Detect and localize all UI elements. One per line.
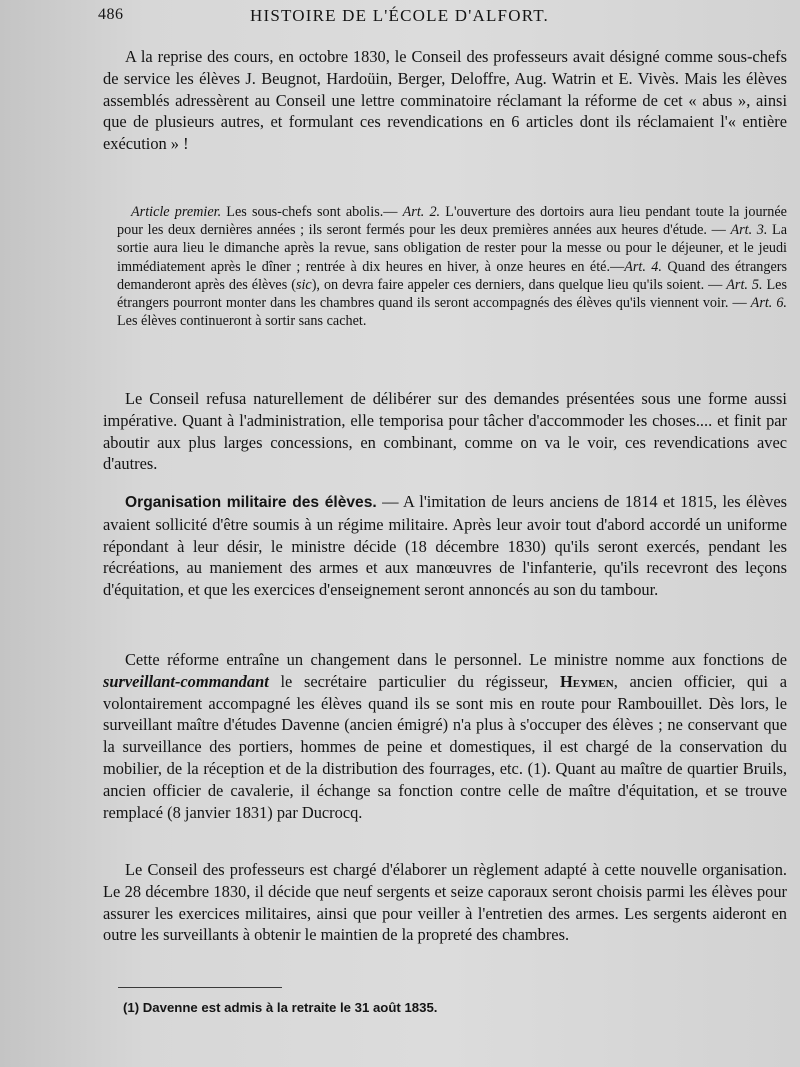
paragraph-3-text: — A l'imitation de leurs anciens de 1814 et 1815, les élèves avaient sollicité d'être soumis à un régime militaire. Après leur avoir tout d'abord accordé un uniforme répondant à leur désir, le ministre décide (18 décembre 1830) qu'ils seront exercés, pendant les récréations, au maniement des armes et aux manœuvres de l'infanterie, qu'ils recevront des leçons d'équitation, et que les exercices d'enseignement seront annoncés au son du tambour. bbox=[103, 492, 787, 600]
article-1-text: Les sous-chefs sont abolis.— bbox=[221, 204, 403, 220]
article-4-text-2: ), on devra faire appeler ces derniers, dans quelque lieu qu'ils soient. — bbox=[311, 276, 727, 293]
sic-note: sic bbox=[295, 276, 312, 293]
articles-list bbox=[117, 203, 787, 330]
footnote: (1) Davenne est admis à la retraite le 31 août 1835. bbox=[123, 1000, 438, 1015]
article-2-text: L'ouverture des dortoirs aura lieu pendant toute la journée pour les deux dernières années ; ils seront fermés pour les deux premières années aux heures d'étude. — bbox=[117, 204, 787, 239]
paragraph-4-text-3: , ancien officier, qui a volontairement accompagné les élèves quand ils se sont mis en route pour Rambouillet. Dès lors, le surveillant maître d'études Davenne (ancien émigré) n'a plus à s'occuper des élèves ; ne conservant que la surveillance des portiers, hommes de peine et domestiques, il est chargé de la conservation du mobilier, de la réception et de la distribution des fourrages, etc. (1). Quant au maître de quartier Bruils, ancien officier de cavalerie, il échange sa fonction contre celle de maître d'équitation, et se trouve remplacé (8 janvier 1831) par Ducrocq. bbox=[103, 671, 787, 822]
paragraph-4-text-1: Cette réforme entraîne un changement dans le personnel. Le ministre nomme aux fonctions de bbox=[125, 650, 787, 669]
article-3-text: La sortie aura lieu le dimanche après la revue, sans obligation de rester pour la messe ou pour le déjeuner, et le jeudi immédiatement après le dîner ; rentrée à dix heures en hiver, à onze heures en été.— bbox=[117, 222, 787, 275]
paragraph-organisation-militaire bbox=[103, 491, 787, 601]
paragraph-reforme-personnel bbox=[103, 649, 787, 823]
page-number: 486 bbox=[98, 6, 124, 23]
page-header bbox=[98, 6, 798, 32]
article-5-label: Art. 5. bbox=[726, 276, 763, 293]
article-3-label: Art. 3. bbox=[730, 222, 768, 239]
article-1-label: Article premier. bbox=[131, 204, 222, 220]
paragraph-4-block bbox=[103, 649, 787, 823]
paragraph-5-block bbox=[103, 859, 787, 946]
article-2-label: Art. 2. bbox=[402, 204, 441, 220]
article-5-text: Les étrangers pourront monter dans les chambres quand ils seront accompagnés des élèves qu'ils viennent voir. — bbox=[117, 276, 787, 312]
paragraph-2-block bbox=[103, 388, 787, 475]
paragraph-4-text-2: le secrétaire particulier du régisseur, bbox=[268, 671, 560, 691]
footnote-divider bbox=[118, 987, 282, 988]
paragraph-reprise-des-cours: A la reprise des cours, en octobre 1830, le Conseil des professeurs avait désigné comme sous-chefs de service les élèves J. Beugnot, Hardoüin, Berger, Deloffre, Aug. Watrin et E. Vivès. Mais les élèves assemblés adressèrent au Conseil une lettre comminatoire réclamant la réforme de cet « abus », ainsi que de plusieurs autres, et formulant ces revendications en 6 articles dont ils réclamaient l'« entière exécution » ! bbox=[103, 47, 787, 154]
paragraph-1-block bbox=[103, 46, 787, 155]
role-surveillant-commandant: surveillant-commandant bbox=[103, 671, 269, 691]
name-heymen: Heymen bbox=[559, 671, 614, 691]
articles-block bbox=[117, 203, 787, 330]
article-4-label: Art. 4. bbox=[624, 258, 662, 275]
section-title: Organisation militaire des élèves. bbox=[125, 494, 377, 511]
paragraph-conseil-refusa: Le Conseil refusa naturellement de délibérer sur des demandes présentées sous une forme aussi impérative. Quant à l'administration, elle temporisa pour tâcher d'accommoder les choses.... et finit par aboutir aux plus larges concessions, en combinant, comme on va le voir, ces revendications avec d'autres. bbox=[103, 389, 787, 474]
article-6-label: Art. 6. bbox=[750, 295, 787, 312]
paragraph-reglement: Le Conseil des professeurs est chargé d'élaborer un règlement adapté à cette nouvelle organisation. Le 28 décembre 1830, il décide que neuf sergents et seize caporaux seront choisis parmi les élèves pour assurer les exercices militaires, ainsi que pour veiller à l'entretien des armes. Les sergents aideront en outre les surveillants à obtenir le maintien de la propreté des chambres. bbox=[103, 860, 787, 945]
article-4-text: Quand des étrangers demanderont après des élèves ( bbox=[117, 258, 787, 293]
article-6-text: Les élèves continueront à sortir sans cachet. bbox=[117, 313, 367, 330]
paragraph-3-block bbox=[103, 491, 787, 601]
running-title: HISTOIRE DE L'ÉCOLE D'ALFORT. bbox=[250, 6, 549, 25]
